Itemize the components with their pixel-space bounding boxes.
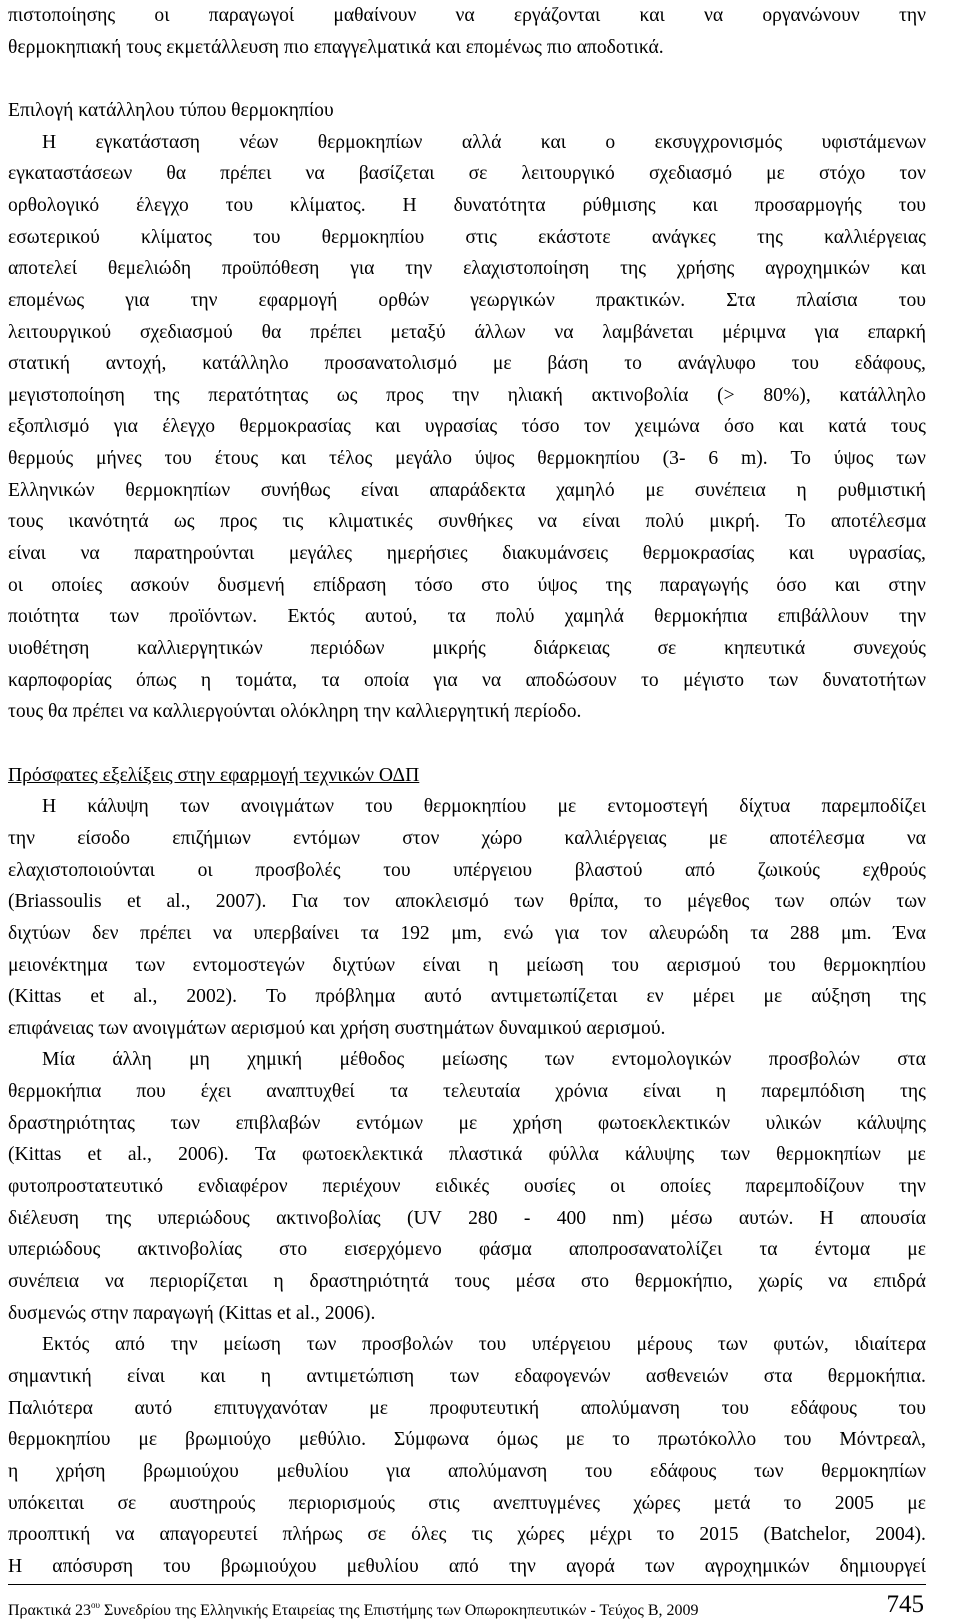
text-line: υπεριώδους ακτινοβολίας στο εισερχόμενο φάσμα αποπροσανατολίζει τα έντομα με	[8, 1239, 926, 1261]
text-line: Παλιότερα αυτό επιτυγχανόταν με προφυτευτική απολύμανση του εδάφους του	[8, 1397, 926, 1419]
section-heading: Επιλογή κατάλληλου τύπου θερμοκηπίου	[8, 99, 334, 121]
text-line: τους θα πρέπει να καλλιεργούνται ολόκληρη την καλλιεργητική περίοδο.	[8, 701, 582, 723]
text-line: Ελληνικών θερμοκηπίων συνήθως είναι απαράδεκτα χαμηλό με συνέπεια η ρυθμιστική	[8, 479, 926, 501]
page-footer	[8, 1591, 926, 1624]
text-line: θερμοκηπίου με βρωμιούχο μεθύλιο. Σύμφωνα όμως με το πρωτόκολλο του Μόντρεαλ,	[8, 1429, 926, 1451]
text-line: ελαχιστοποιούνται οι προσβολές του υπέργειου βλαστού από ζωικούς εχθρούς	[8, 859, 926, 881]
footer-text-after: Συνεδρίου της Ελληνικής Εταιρείας της Επιστήμης των Οπωροκηπευτικών - Τεύχος Β, 2009	[100, 1602, 699, 1619]
footer-text-before: Πρακτικά 23	[8, 1602, 92, 1619]
text-line: Η κάλυψη των ανοιγμάτων του θερμοκηπίου με εντομοστεγή δίχτυα παρεμποδίζει	[42, 796, 926, 818]
text-line: είναι να παρατηρούνται μεγάλες ημερήσιες διακυμάνσεις θερμοκρασίας και υγρασίας,	[8, 543, 926, 565]
text-line: Μία άλλη μη χημική μέθοδος μείωσης των εντομολογικών προσβολών στα	[42, 1049, 926, 1071]
text-line: διέλευση της υπεριώδους ακτινοβολίας (UV 280 - 400 nm) μέσω αυτών. Η απουσία	[8, 1207, 926, 1229]
footer-divider	[8, 1584, 926, 1585]
text-line: οι οποίες ασκούν δυσμενή επίδραση τόσο στο ύψος της παραγωγής όσο και στην	[8, 574, 926, 596]
text-line: καρποφορίας όπως η τομάτα, τα οποία για να αποδώσουν το μέγιστο των δυνατοτήτων	[8, 669, 926, 691]
text-line: (Kittas et al., 2006). Τα φωτοεκλεκτικά πλαστικά φύλλα κάλυψης των θερμοκηπίων με	[8, 1144, 926, 1166]
text-line: εσωτερικού κλίματος του θερμοκηπίου στις εκάστοτε ανάγκες της καλλιέργειας	[8, 226, 926, 248]
text-line: μεγιστοποίηση της περατότητας ως προς την ηλιακή ακτινοβολία (> 80%), κατάλληλο	[8, 384, 926, 406]
document-page	[8, 0, 926, 1624]
section-heading: Πρόσφατες εξελίξεις στην εφαρμογή τεχνικών ΟΔΠ	[8, 764, 420, 786]
text-line: (Kittas et al., 2002). Το πρόβλημα αυτό αντιμετωπίζεται εν μέρει με αύξηση της	[8, 986, 926, 1008]
text-line: φυτοπροστατευτικό ενδιαφέρον περιέχουν ειδικές ουσίες οι οποίες παρεμποδίζουν την	[8, 1176, 926, 1198]
text-line: μειονέκτημα των εντομοστεγών διχτύων είναι η μείωση του αερισμού του θερμοκηπίου	[8, 954, 926, 976]
text-line: πιστοποίησης οι παραγωγοί μαθαίνουν να εργάζονται και να οργανώνουν την	[8, 5, 926, 26]
text-line: Η απόσυρση του βρωμιούχου μεθυλίου από την αγορά των αγροχημικών δημιουργεί	[8, 1555, 926, 1577]
text-line: ποιότητα των προϊόντων. Εκτός αυτού, τα πολύ χαμηλά θερμοκήπια επιβάλλουν την	[8, 606, 926, 628]
text-line: τους ικανότητά ως προς τις κλιματικές συνθήκες να είναι πολύ μικρή. Το αποτέλεσμα	[8, 511, 926, 533]
text-line: συνέπεια να περιορίζεται η δραστηριότητά τους μέσα στο θερμοκήπιο, χωρίς να επιδρά	[8, 1271, 926, 1292]
text-line: δυσμενώς στην παραγωγή (Kittas et al., 2006).	[8, 1302, 376, 1324]
footer-citation	[8, 1601, 699, 1621]
text-line: θερμοκηπιακή τους εκμετάλλευση πιο επαγγελματικά και επομένως πιο αποδοτικά.	[8, 36, 664, 58]
text-line: λειτουργικού σχεδιασμού θα πρέπει μεταξύ άλλων να λαμβάνεται μέριμνα για επαρκή	[8, 321, 926, 343]
text-line: επιφάνειας των ανοιγμάτων αερισμού και χρήση συστημάτων δυναμικού αερισμού.	[8, 1017, 666, 1039]
text-line: εγκαταστάσεων θα πρέπει να βασίζεται σε λειτουργικό σχεδιασμό με στόχο τον	[8, 163, 926, 185]
text-line: ορθολογικό έλεγχο του κλίματος. Η δυνατότητα ρύθμισης και προσαρμογής του	[8, 194, 926, 216]
text-line: διχτύων δεν πρέπει να υπερβαίνει τα 192 μm, ενώ για τον αλευρώδη τα 288 μm. Ένα	[8, 922, 926, 944]
page-number: 745	[886, 1591, 924, 1618]
text-line: την είσοδο επιζήμιων εντόμων στον χώρο καλλιέργειας με αποτέλεσμα να	[8, 827, 926, 849]
text-line: υπόκειται σε αυστηρούς περιορισμούς στις ανεπτυγμένες χώρες μετά το 2005 με	[8, 1492, 926, 1514]
text-line: υιοθέτηση καλλιεργητικών περιόδων μικρής διάρκειας σε κηπευτικά συνεχούς	[8, 638, 926, 659]
text-line: η χρήση βρωμιούχου μεθυλίου για απολύμανση του εδάφους των θερμοκηπίων	[8, 1460, 926, 1482]
text-line: δραστηριότητας των επιβλαβών εντόμων με χρήση φωτοεκλεκτικών υλικών κάλυψης	[8, 1112, 926, 1134]
text-line: Η εγκατάσταση νέων θερμοκηπίων αλλά και ο εκσυγχρονισμός υφιστάμενων	[42, 131, 926, 153]
text-line: προοπτική να απαγορευτεί πλήρως σε όλες τις χώρες μέχρι το 2015 (Batchelor, 2004).	[8, 1524, 926, 1546]
text-line: (Briassoulis et al., 2007). Για τον αποκλεισμό των θρίπα, το μέγεθος των οπών των	[8, 891, 926, 913]
text-line: θερμούς μήνες του έτους και τέλος μεγάλο ύψος θερμοκηπίου (3- 6 m). Το ύψος των	[8, 448, 926, 470]
text-line: στατική αντοχή, κατάλληλο προσανατολισμό με βάση το ανάγλυφο του εδάφους,	[8, 353, 926, 375]
text-line: σημαντική είναι και η αντιμετώπιση των εδαφογενών ασθενειών στα θερμοκήπια.	[8, 1365, 926, 1387]
text-line: αποτελεί θεμελιώδη προϋπόθεση για την ελαχιστοποίηση της χρήσης αγροχημικών και	[8, 258, 926, 280]
text-line: εξοπλισμό για έλεγχο θερμοκρασίας και υγρασίας τόσο τον χειμώνα όσο και κατά τους	[8, 416, 926, 438]
text-line: Εκτός από την μείωση των προσβολών του υπέργειου μέρους των φυτών, ιδιαίτερα	[42, 1334, 926, 1356]
text-line: θερμοκήπια που έχει αναπτυχθεί τα τελευταία χρόνια είναι η παρεμπόδιση της	[8, 1081, 926, 1103]
text-line: επομένως για την εφαρμογή ορθών γεωργικών πρακτικών. Στα πλαίσια του	[8, 289, 926, 311]
footer-superscript: ου	[91, 1600, 100, 1610]
